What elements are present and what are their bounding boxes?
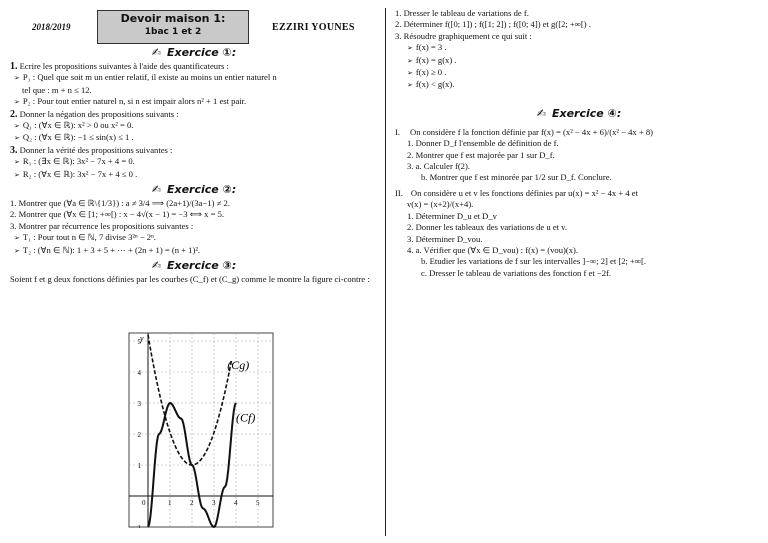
ex4-i3a: 3. a. Calculer f(2).	[407, 161, 470, 172]
ex4-ii1: 1. Déterminer D_u et D_v	[407, 210, 497, 221]
arrow-bullet-icon: ➢	[407, 69, 413, 78]
arrow-bullet-icon: ➢	[14, 246, 20, 255]
y-tick-label: -1	[135, 524, 141, 528]
ex1-q1: ➢ Q₁ : (∀x ∈ ℝ): x² > 0 ou x² = 0.	[14, 120, 134, 131]
ex4-i2: 2. Montrer que f est majorée par 1 sur D_f.	[407, 149, 555, 160]
ex1-question-2: 2. Donner la négation des propositions suivants :	[10, 108, 179, 120]
ex4-ii3: 3. Déterminer D_vou.	[407, 233, 483, 244]
ex2-t2: ➢ T₂ : (∀n ∈ ℕ): 1 + 3 + 5 + ⋯ + (2n + 1) = (n + 1)².	[14, 244, 201, 255]
ex3-q3: 3. Résoudre graphiquement ce qui suit :	[395, 30, 532, 41]
exercise-1-title: ✍ Exercice ①:	[151, 46, 237, 59]
arrow-bullet-icon: ➢	[14, 98, 20, 107]
arrow-bullet-icon: ➢	[14, 158, 20, 167]
arrow-bullet-icon: ➢	[14, 234, 20, 243]
ex1-r1: ➢ R₁ : (∃x ∈ ℝ): 3x² − 7x + 4 = 0.	[14, 156, 135, 167]
x-tick-label: 1	[168, 499, 172, 507]
exercise-4-title: ✍ Exercice ④:	[536, 106, 622, 120]
y-tick-label: 5	[137, 338, 141, 346]
header	[10, 8, 378, 44]
ex4-i1: 1. Donner D_f l'ensemble de définition de f.	[407, 138, 559, 149]
ex3-s4: ➢ f(x) < g(x).	[407, 79, 455, 90]
ex1-question-1: 1. Ecrire les propositions suivantes à l'aide des quantificateurs :	[10, 61, 229, 72]
doc-title: Devoir maison 1:	[120, 12, 226, 25]
ex3-s1: ➢ f(x) = 3 .	[407, 42, 447, 53]
x-tick-label: 5	[256, 499, 260, 507]
pen-icon: ✍	[151, 259, 161, 273]
doc-class: 1bac 1 et 2	[144, 27, 202, 37]
ex2-t1: ➢ T₁ : Pour tout n ∈ ℕ, 7 divise 3²ⁿ − 2ⁿ.	[14, 232, 156, 243]
origin-label: 0	[142, 499, 146, 507]
arrow-bullet-icon: ➢	[407, 44, 413, 53]
graph-grid	[129, 333, 273, 527]
ex3-intro: Soient f et g deux fonctions définies par les courbes (C_f) et (C_g) comme le montre la figure ci-contre :	[10, 274, 370, 285]
y-tick-label: 1	[137, 462, 141, 470]
ex2-line-1: 1. Montrer que (∀a ∈ ℝ\{1/3}) : a ≠ 3/4 ⟹ (2a+1)/(3a−1) ≠ 2.	[10, 198, 230, 209]
ex3-q1: 1. Dresser le tableau de variations de f.	[395, 8, 529, 18]
ex2-line-2: 2. Montrer que (∀x ∈ [1; +∞[) : x − 4√(x − 1) = −3 ⟺ x = 5.	[10, 209, 225, 220]
y-tick-label: 2	[137, 431, 141, 439]
y-axis-label: y	[140, 334, 144, 343]
y-tick-label: 4	[137, 369, 141, 377]
ex4-ii4a: 4. a. Vérifier que (∀x ∈ D_vou) : f(x) = (vou)(x).	[407, 244, 579, 255]
curve-cg	[148, 335, 232, 465]
x-tick-label: 2	[190, 499, 194, 507]
pen-icon: ✍	[151, 183, 161, 197]
y-tick-label: 3	[137, 400, 141, 408]
x-tick-label: 4	[234, 499, 238, 507]
graph-svg	[128, 332, 274, 528]
arrow-bullet-icon: ➢	[407, 81, 413, 90]
ex1-p1: ➢ P₁ : Quel que soit m un entier relatif, il existe au moins un entier naturel n	[14, 72, 277, 83]
function-graph	[128, 332, 274, 528]
pen-icon: ✍	[151, 46, 161, 59]
pen-icon: ✍	[536, 106, 546, 120]
ex4-part-2-intro: II. On considère u et v les fonctions définies par u(x) = x² − 4x + 4 et	[395, 187, 639, 198]
ex4-i3b: b. Montrer que f est minorée par 1/2 sur D_f. Conclure.	[421, 172, 612, 183]
arrow-bullet-icon: ➢	[14, 134, 20, 143]
column-divider	[385, 8, 386, 536]
school-year: 2018/2019	[32, 22, 71, 32]
graph-axes	[129, 333, 273, 527]
ex1-question-3: 3. Donner la vérité des propositions suivantes :	[10, 144, 173, 156]
graph-frame	[129, 333, 273, 527]
ex4-ii-v: v(x) = (x+2)/(x+4).	[407, 199, 474, 210]
ex3-s3: ➢ f(x) ≥ 0 .	[407, 67, 447, 78]
author-name: EZZIRI YOUNES	[272, 22, 355, 33]
ex4-part-1-intro: I. On considère f la fonction définie par f(x) = (x² − 4x + 6)/(x² − 4x + 8)	[395, 126, 653, 137]
ex1-r2: ➢ R₂ : (∀x ∈ ℝ): 3x² − 7x + 4 ≤ 0 .	[14, 168, 138, 179]
curve-cg-label: (Cg)	[227, 357, 250, 372]
ex1-p1-cont: tel que : m + n ≤ 12.	[22, 84, 92, 95]
right-column	[395, 8, 763, 279]
ex4-ii4b: b. Etudier les variations de f sur les intervalles ]−∞; 2] et [2; +∞[.	[421, 256, 647, 267]
ex3-q2: 2. Déterminer f([0; 1]) ; f([1; 2]) ; f([0; 4]) et g([2; +∞[) .	[395, 19, 591, 30]
ex4-ii4c: c. Dresser le tableau de variations des fonction f et −2f.	[421, 267, 612, 278]
ex1-q2: ➢ Q₂ : (∀x ∈ ℝ): −1 ≤ sin(x) ≤ 1 .	[14, 132, 134, 143]
left-column	[10, 8, 378, 286]
curve-cf-label: (Cf)	[236, 410, 256, 425]
x-tick-label: 3	[212, 499, 216, 507]
ex2-line-3: 3. Montrer par récurrence les propositions suivantes :	[10, 220, 194, 231]
arrow-bullet-icon: ➢	[14, 122, 20, 131]
exercise-3-title: ✍ Exercice ③:	[151, 259, 237, 273]
arrow-bullet-icon: ➢	[407, 56, 413, 65]
exercise-2-title: ✍ Exercice ②:	[151, 183, 237, 197]
ex3-s2: ➢ f(x) = g(x) .	[407, 54, 457, 65]
ex1-p2: ➢ P₂ : Pour tout entier naturel n, si n est impair alors n² + 1 est pair.	[14, 96, 247, 107]
title-box	[97, 10, 249, 44]
ex4-ii2: 2. Donner les tableaux des variations de u et v.	[407, 222, 568, 233]
arrow-bullet-icon: ➢	[14, 74, 20, 83]
arrow-bullet-icon: ➢	[14, 170, 20, 179]
